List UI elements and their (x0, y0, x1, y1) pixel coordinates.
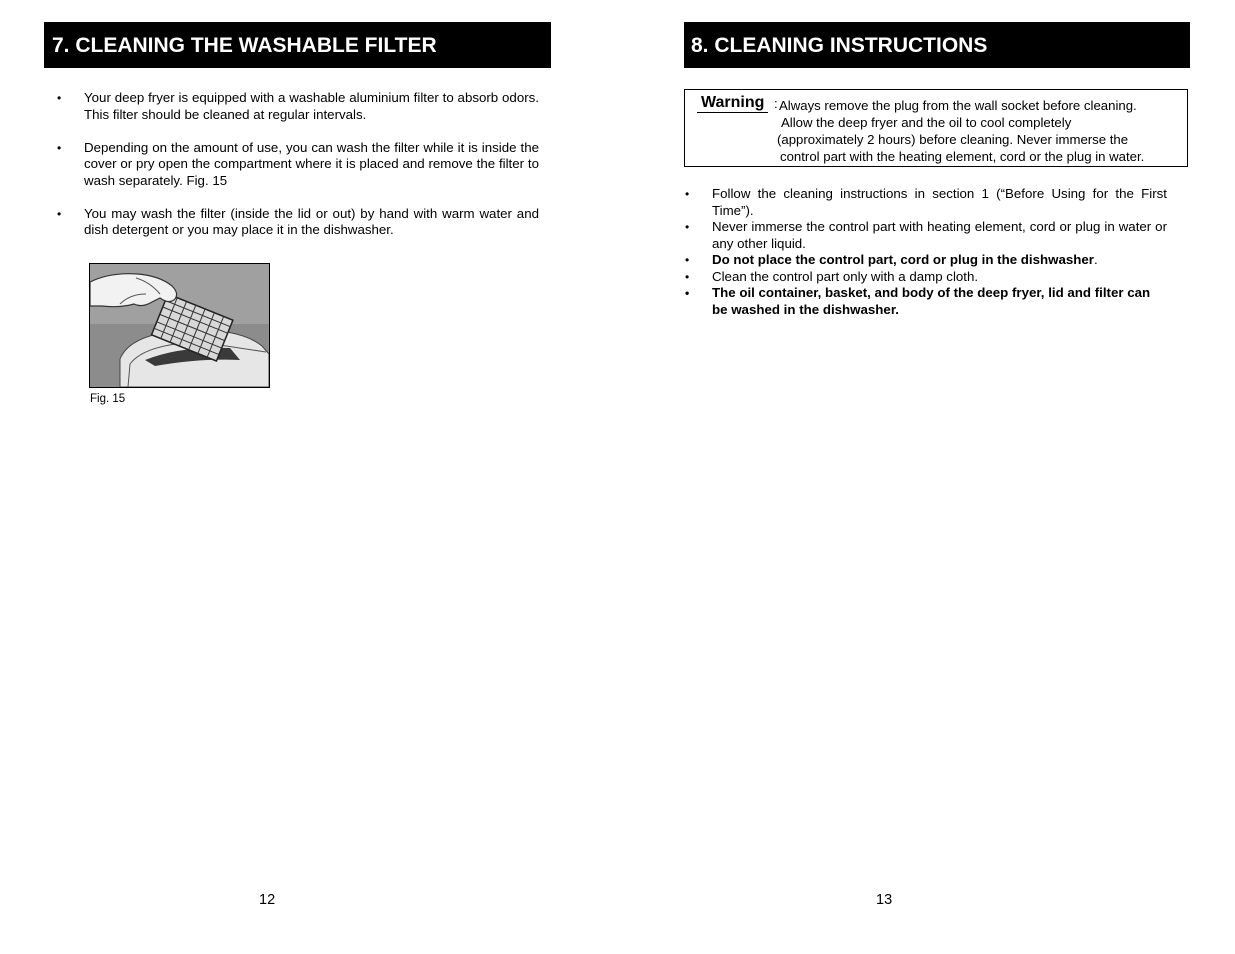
list-item: • Do not place the control part, cord or plug in the dishwasher. (684, 252, 1167, 269)
figure-caption: Fig. 15 (90, 393, 126, 405)
figure-15-image (89, 263, 270, 388)
cleaning-instructions-list (684, 186, 1167, 318)
list-item: • Never immerse the control part with heating element, cord or plug in water or any other liquid. (684, 219, 1167, 252)
list-item: • Your deep fryer is equipped with a washable aluminium filter to absorb odors. This filter should be cleaned at regular intervals. (56, 90, 539, 123)
list-item: • Depending on the amount of use, you can wash the filter while it is inside the cover or pry open the compartment where it is placed and remove the filter to wash separately. Fig. 15 (56, 140, 539, 190)
section-8-heading: 8. CLEANING INSTRUCTIONS (684, 22, 1190, 68)
filter-instructions-list (56, 90, 539, 255)
warning-colon: : (774, 96, 778, 111)
warning-line: (approximately 2 hours) before cleaning. Never immerse the (777, 132, 1129, 147)
page-number-right: 13 (876, 892, 893, 908)
warning-line: Always remove the plug from the wall socket before cleaning. (779, 98, 1137, 113)
warning-label: Warning (697, 94, 768, 113)
list-item: • The oil container, basket, and body of the deep fryer, lid and filter can be washed in the dishwasher. (684, 285, 1167, 318)
list-item: • Follow the cleaning instructions in section 1 (“Before Using for the First Time”). (684, 186, 1167, 219)
list-item: • You may wash the filter (inside the lid or out) by hand with warm water and dish detergent or you may place it in the dishwasher. (56, 206, 539, 239)
warning-line: Allow the deep fryer and the oil to cool completely (781, 115, 1072, 130)
section-7-heading: 7. CLEANING THE WASHABLE FILTER (44, 22, 551, 68)
warning-line: control part with the heating element, cord or the plug in water. (780, 149, 1145, 164)
warning-box (684, 89, 1188, 167)
page-number-left: 12 (259, 892, 276, 908)
list-item: • Clean the control part only with a damp cloth. (684, 269, 1167, 286)
